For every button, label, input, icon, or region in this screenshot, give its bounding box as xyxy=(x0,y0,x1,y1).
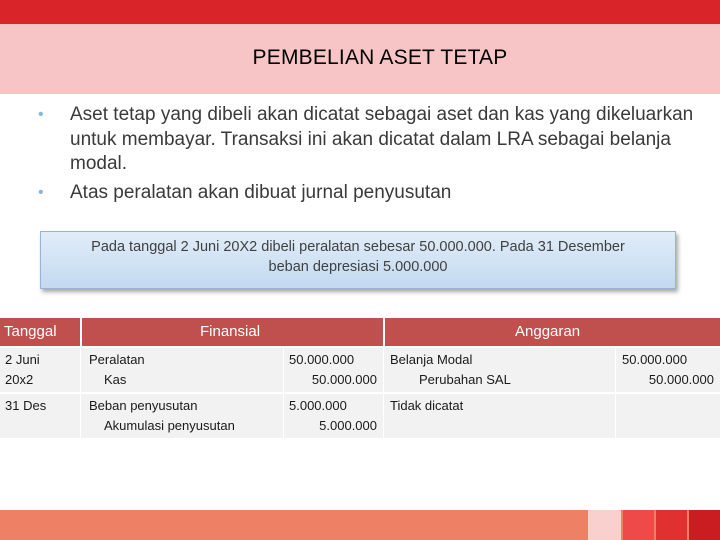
slide-title: PEMBELIAN ASET TETAP xyxy=(252,46,508,69)
header-tanggal-label: Tanggal xyxy=(4,323,57,340)
cell-line: 31 Des xyxy=(5,398,47,413)
column-divider xyxy=(80,348,81,438)
header-anggaran xyxy=(385,318,720,346)
bullet-text: Aset tetap yang dibeli akan dicatat sebagai aset dan kas yang dikeluarkan untuk membayar. Transaksi ini akan dicatat dalam LRA sebagai belanja modal. xyxy=(70,104,694,174)
cell-finansial-akun xyxy=(89,396,235,436)
bullet-list xyxy=(30,103,710,205)
bullet-text: Atas peralatan akan dibuat jurnal penyusutan xyxy=(70,181,452,203)
column-divider xyxy=(283,348,284,438)
cell-finansial-nilai xyxy=(289,396,377,436)
bullet-dot-icon: • xyxy=(38,183,44,201)
cell-line: 50.000.000 xyxy=(648,372,714,387)
cell-line: 2 Juni xyxy=(5,352,40,367)
header-tanggal xyxy=(0,318,80,346)
cell-line: Belanja Modal xyxy=(390,352,473,367)
cell-line: Beban penyusutan xyxy=(89,398,198,413)
cell-line: Akumulasi penyusutan xyxy=(104,418,235,433)
header-finansial-label: Finansial xyxy=(200,323,261,340)
column-divider xyxy=(383,348,384,438)
cell-tanggal xyxy=(5,350,40,390)
table-row xyxy=(0,348,720,392)
cell-line: Kas xyxy=(104,372,127,387)
header-finansial xyxy=(82,318,383,346)
cell-line: 20x2 xyxy=(5,372,34,387)
header-anggaran-label: Anggaran xyxy=(515,323,581,340)
cell-line: Perubahan SAL xyxy=(419,372,511,387)
cell-line: 50.000.000 xyxy=(622,352,688,367)
cell-anggaran-nilai xyxy=(622,350,714,390)
bullet-item xyxy=(30,103,710,177)
cell-finansial-nilai xyxy=(289,350,377,390)
cell-line: 5.000.000 xyxy=(319,418,377,433)
column-divider xyxy=(615,348,616,438)
cell-line: 50.000.000 xyxy=(289,352,355,367)
example-callout-box xyxy=(40,231,676,289)
footer-square xyxy=(588,510,621,540)
cell-line: Tidak dicatat xyxy=(390,398,464,413)
callout-line: beban depresiasi 5.000.000 xyxy=(268,259,448,275)
cell-line: 50.000.000 xyxy=(311,372,377,387)
bullet-item xyxy=(30,181,710,206)
bullet-dot-icon: • xyxy=(38,106,44,123)
top-accent-bar xyxy=(0,0,720,24)
cell-line: 5.000.000 xyxy=(289,398,347,413)
journal-table xyxy=(0,318,720,438)
footer-square xyxy=(623,510,654,540)
cell-tanggal xyxy=(5,396,46,416)
cell-anggaran-akun xyxy=(390,350,511,390)
cell-anggaran-akun xyxy=(390,396,463,416)
cell-line: Peralatan xyxy=(89,352,145,367)
table-row xyxy=(0,394,720,438)
footer-square xyxy=(656,510,687,540)
callout-line: Pada tanggal 2 Juni 20X2 dibeli peralatan sebesar 50.000.000. Pada 31 Desember xyxy=(91,239,625,255)
footer-square xyxy=(689,510,720,540)
cell-finansial-akun xyxy=(89,350,145,390)
